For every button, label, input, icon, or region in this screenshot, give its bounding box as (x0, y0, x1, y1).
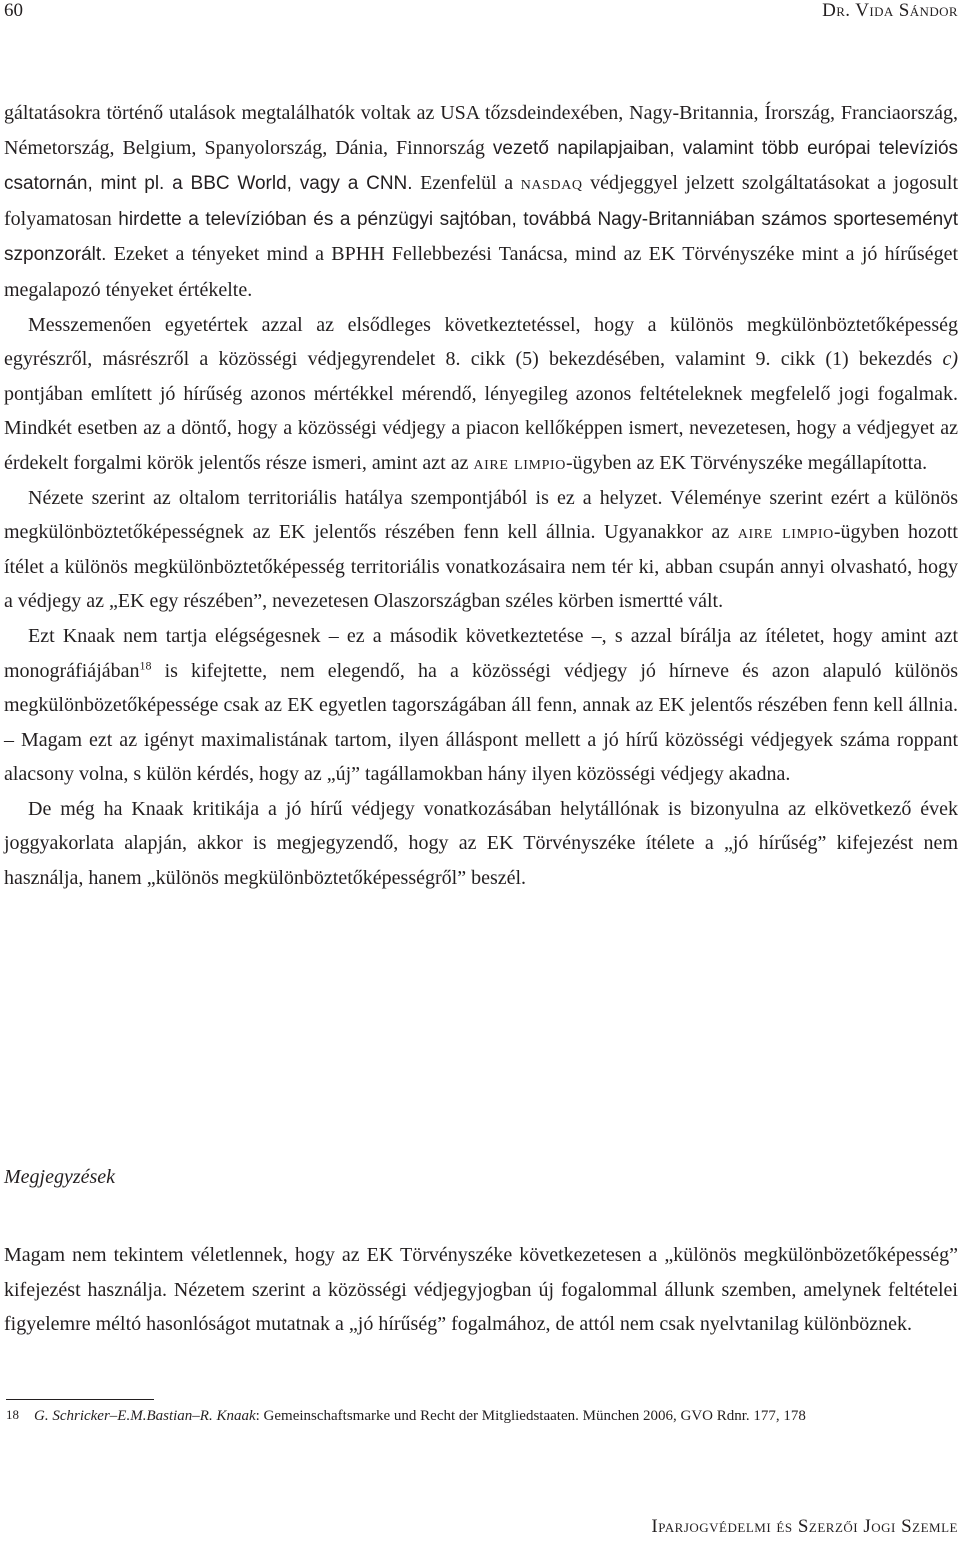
paragraph-3-text-b: -ügyben hozott ítélet a különös megkülönböztetőképesség territoriális vonatkozásaira nem tér ki, abban csupán annyi olvasható, hogy a védjegy az „EK egy részében”, nevezetesen Olaszországban széles körben ismertté vált. (4, 521, 958, 613)
paragraph-5 (4, 792, 958, 896)
paragraph-1-text-e: hirdette a televízióban és a pénzügyi sajtóban, továbbá Nagy-Britanniában számos sporteseményt szponzorált. (4, 208, 958, 266)
footnote-citation: : Gemeinschaftsmarke und Recht der Mitgliedstaaten. München 2006, GVO Rdnr. 177, 178 (255, 1408, 806, 1424)
case-name-aire-limpio: aire limpio (473, 451, 566, 474)
case-name-aire-limpio: aire limpio (737, 521, 834, 544)
paragraph-2-text-a: Messzemenően egyetértek azzal az elsődleges következtetéssel, hogy a különös megkülönböztetőképesség egyrészről, másrészről a közösségi védjegyrendelet 8. cikk (5) bekezdésében, valamint 9. cikk (1) bekezdés (4, 313, 958, 371)
paragraph-4-text-b: is kifejtette, nem elegendő, ha a közösségi védjegy jó hírneve és azon alapuló különös megkülönbözetőképessége csak az EK egyetlen tagországában áll fenn, annak az EK jelentős részében fenn kell állnia. – Magam ezt az igényt maximalistának tartom, ilyen álláspont mellett a jó hírű közösségi védjegyek száma roppant alacsony volna, s külön kérdés, hogy az „új” tagállamokban hány ilyen közösségi védjegy akadna. (4, 659, 958, 786)
paragraph-3 (4, 481, 958, 619)
paragraph-5-text: De még ha Knaak kritikája a jó hírű védjegy vonatkozásában helytállónak is bizonyulna az elkövetkező évek joggyakorlata alapján, akkor is megjegyzendő, hogy az EK Törvényszéke ítélete a „jó hírűség” kifejezést nem használja, hanem „különös megkülönböztetőképességről” beszél. (4, 797, 958, 890)
running-header-author: Dr. Vida Sándor (822, 0, 958, 21)
paragraph-4 (4, 619, 958, 792)
footnote (4, 1404, 958, 1429)
page-number: 60 (4, 0, 23, 21)
paragraph-2 (4, 308, 958, 481)
notes-paragraph: Magam nem tekintem véletlennek, hogy az EK Törvényszéke következetesen a „különös megkülönbözetőképesség” kifejezést használja. Nézetem szerint a közösségi védjegyjogban új fogalommal állunk szemben, amelynek feltételei figyelemre méltó hasonlóságot mutatnak a „jó hírűség” fogalmához, de attól nem csak nyelvtanilag különböznek. (4, 1244, 958, 1336)
running-header (0, 0, 960, 28)
paragraph-1-text-c: Ezenfelül a (412, 172, 521, 195)
footnote-number: 18 (6, 1407, 19, 1422)
notes-heading: Megjegyzések (4, 1166, 116, 1188)
paragraph-2-text-b: pontjában említett jó hírűség azonos mértékkel mérendő, lényegileg azonos feltételeknek megfelelő jogi fogalmak. Mindkét esetben az a döntő, hogy a közösségi védjegy a piacon kellőképpen ismert, nevezetesen, hogy a védjegyet az érdekelt forgalmi körök jelentős része ismeri, amint azt az (4, 382, 958, 474)
paragraph-3-text-a: Nézete szerint az oltalom territoriális hatálya szempontjából is ez a helyzet. Véleménye szerint ezért a különös megkülönböztetőképességnek az EK jelentős részében fenn kell állnia. Ugyanakkor az (4, 486, 958, 544)
paragraph-2-text-c: -ügyben az EK Törvényszéke megállapította. (565, 451, 928, 474)
paragraph-1-text-b: vezető napilapjaiban, valamint több európai televíziós csatornán, mint pl. a BBC World, vagy a CNN. (4, 137, 959, 195)
footnote-reference[interactable]: 18 (139, 657, 152, 672)
paragraph-1-text-f: Ezeket a tényeket mind a BPHH Fellebbezési Tanácsa, mind az EK Törvényszéke mint a jó hírűséget megalapozó tényeket értékelte. (4, 243, 958, 301)
paragraph-2-italic: c) (942, 348, 958, 371)
paragraph-4-text-a: Ezt Knaak nem tartja elégségesnek – ez a második következtetése –, s azzal bírálja az ítéletet, hogy amint azt monográfiájában (4, 624, 958, 682)
footnote-authors: G. Schricker–E.M.Bastian–R. Knaak (34, 1408, 256, 1424)
paragraph-1-text-a: gáltatásokra történő utalások megtalálhatók voltak az USA tőzsdeindexében, Nagy-Britannia, Írország, Franciaország, Németország, Belgium, Spanyolország, Dánia, Finnország (4, 102, 958, 159)
journal-footer: Iparjogvédelmi és Szerzői Jogi Szemle (651, 1516, 958, 1537)
article-body (4, 96, 958, 896)
footnote-separator (6, 1399, 154, 1400)
trademark-nasdaq: nasdaq (520, 172, 583, 195)
paragraph-1-text-d: védjeggyel jelzett szolgáltatásokat a jogosult folyamatosan (4, 172, 959, 230)
paragraph-1 (4, 96, 958, 308)
footnote-text (34, 1404, 958, 1429)
